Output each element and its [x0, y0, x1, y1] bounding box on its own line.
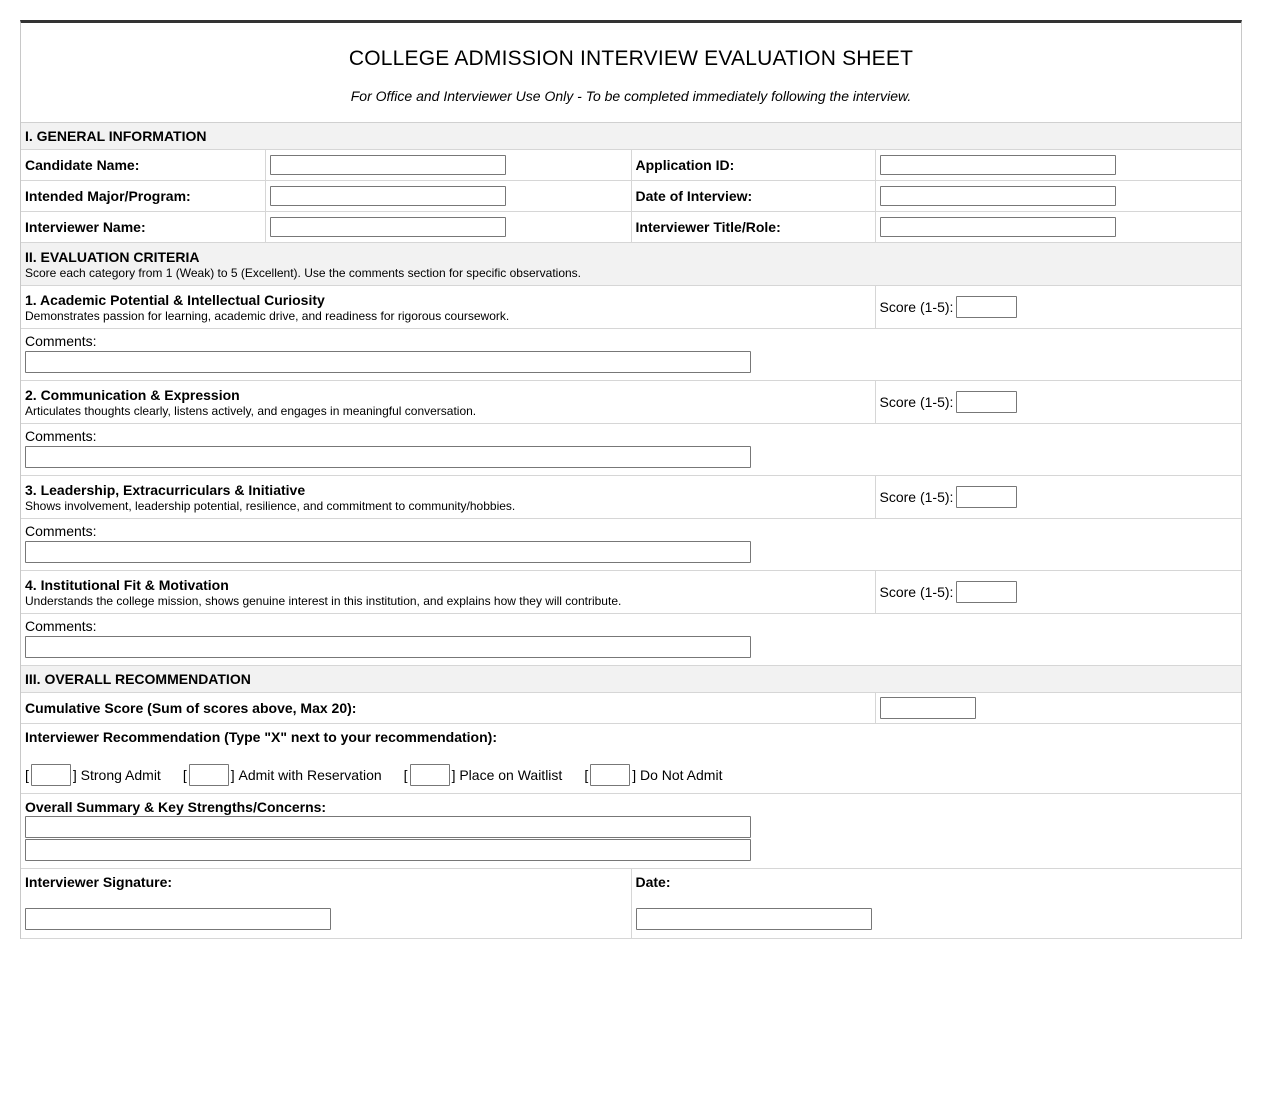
criterion-title: 3. Leadership, Extracurriculars & Initiative: [25, 481, 306, 498]
criteria-instructions: Score each category from 1 (Weak) to 5 (Excellent). Use the comments section for specific observations.: [25, 265, 582, 280]
criterion-4: [21, 571, 875, 614]
recommendation-label: Interviewer Recommendation (Type "X" next to your recommendation):: [25, 729, 497, 745]
page-title: COLLEGE ADMISSION INTERVIEW EVALUATION SHEET: [348, 47, 914, 70]
summary-row: [21, 794, 1241, 869]
criterion-title: 2. Communication & Expression: [25, 386, 240, 403]
signature-label: Interviewer Signature:: [25, 874, 173, 890]
place-on-waitlist-input[interactable]: [410, 764, 450, 786]
score-input-1[interactable]: [956, 296, 1017, 318]
criterion-title: 4. Institutional Fit & Motivation: [25, 576, 229, 593]
intended-major-input[interactable]: [270, 186, 506, 206]
recommendation-options: [25, 764, 1237, 786]
criterion-1: [21, 286, 875, 329]
sign-date-label: Date:: [635, 874, 671, 890]
criteria-heading-text: II. EVALUATION CRITERIA: [25, 248, 200, 265]
option-strong-admit: [25, 764, 161, 786]
evaluation-sheet: [20, 20, 1242, 939]
comments-row-1: [21, 329, 1241, 381]
option-label: Admit with Reservation: [238, 767, 382, 783]
bracket-close: ]: [230, 767, 235, 783]
interviewer-title-input[interactable]: [880, 217, 1116, 237]
admit-with-reservation-input[interactable]: [189, 764, 229, 786]
option-label: Strong Admit: [80, 767, 161, 783]
comments-label: Comments:: [25, 333, 97, 349]
comments-row-4: [21, 614, 1241, 666]
bracket-open: [: [584, 767, 589, 783]
option-do-not-admit: [584, 764, 722, 786]
candidate-name-input[interactable]: [270, 155, 506, 175]
score-input-3[interactable]: [956, 486, 1017, 508]
do-not-admit-input[interactable]: [590, 764, 630, 786]
comments-input-3[interactable]: [25, 541, 751, 563]
comments-label: Comments:: [25, 428, 97, 444]
criterion-description: Demonstrates passion for learning, academic drive, and readiness for rigorous coursework.: [25, 308, 510, 323]
cumulative-score-label: Cumulative Score (Sum of scores above, Max 20):: [21, 693, 875, 724]
comments-label: Comments:: [25, 523, 97, 539]
option-admit-with-reservation: [183, 764, 382, 786]
option-place-on-waitlist: [404, 764, 563, 786]
score-input-4[interactable]: [956, 581, 1017, 603]
option-label: Place on Waitlist: [459, 767, 563, 783]
interview-date-label: Date of Interview:: [631, 181, 875, 212]
strong-admit-input[interactable]: [31, 764, 71, 786]
comments-input-2[interactable]: [25, 446, 751, 468]
section-criteria-heading: [21, 243, 1241, 286]
score-input-2[interactable]: [956, 391, 1017, 413]
form-table: [21, 123, 1241, 939]
page-subtitle: For Office and Interviewer Use Only - To be completed immediately following the interview.: [350, 88, 912, 104]
score-label: Score (1-5):: [879, 394, 954, 410]
signature-input[interactable]: [25, 908, 331, 930]
criterion-description: Articulates thoughts clearly, listens actively, and engages in meaningful conversation.: [25, 403, 477, 418]
criterion-description: Shows involvement, leadership potential, resilience, and commitment to community/hobbies.: [25, 498, 516, 513]
bracket-close: ]: [451, 767, 456, 783]
comments-row-2: [21, 424, 1241, 476]
criterion-2: [21, 381, 875, 424]
score-label: Score (1-5):: [879, 299, 954, 315]
cumulative-score-input[interactable]: [880, 697, 976, 719]
bracket-close: ]: [72, 767, 77, 783]
sign-date-cell: [631, 869, 1241, 939]
summary-input-line-2[interactable]: [25, 839, 751, 861]
interview-date-input[interactable]: [880, 186, 1116, 206]
score-label: Score (1-5):: [879, 489, 954, 505]
bracket-open: [: [25, 767, 29, 783]
comments-row-3: [21, 519, 1241, 571]
interviewer-title-label: Interviewer Title/Role:: [631, 212, 875, 243]
sign-date-input[interactable]: [636, 908, 872, 930]
criterion-title: 1. Academic Potential & Intellectual Curiosity: [25, 291, 325, 308]
comments-input-1[interactable]: [25, 351, 751, 373]
recommendation-row: [21, 724, 1241, 794]
section-general-heading: I. GENERAL INFORMATION: [21, 123, 1241, 150]
criterion-description: Understands the college mission, shows genuine interest in this institution, and explains how they will contribute.: [25, 593, 622, 608]
comments-input-4[interactable]: [25, 636, 751, 658]
bracket-close: ]: [632, 767, 637, 783]
interviewer-name-input[interactable]: [270, 217, 506, 237]
intended-major-label: Intended Major/Program:: [21, 181, 265, 212]
summary-label: Overall Summary & Key Strengths/Concerns:: [25, 799, 327, 815]
summary-input-line-1[interactable]: [25, 816, 751, 838]
header: [21, 23, 1241, 123]
comments-label: Comments:: [25, 618, 97, 634]
interviewer-name-label: Interviewer Name:: [21, 212, 265, 243]
bracket-open: [: [403, 767, 408, 783]
signature-cell: [21, 869, 631, 939]
candidate-name-label: Candidate Name:: [21, 150, 265, 181]
criterion-3: [21, 476, 875, 519]
application-id-label: Application ID:: [631, 150, 875, 181]
section-overall-heading: III. OVERALL RECOMMENDATION: [21, 666, 1241, 693]
score-label: Score (1-5):: [879, 584, 954, 600]
option-label: Do Not Admit: [639, 767, 723, 783]
application-id-input[interactable]: [880, 155, 1116, 175]
bracket-open: [: [182, 767, 187, 783]
